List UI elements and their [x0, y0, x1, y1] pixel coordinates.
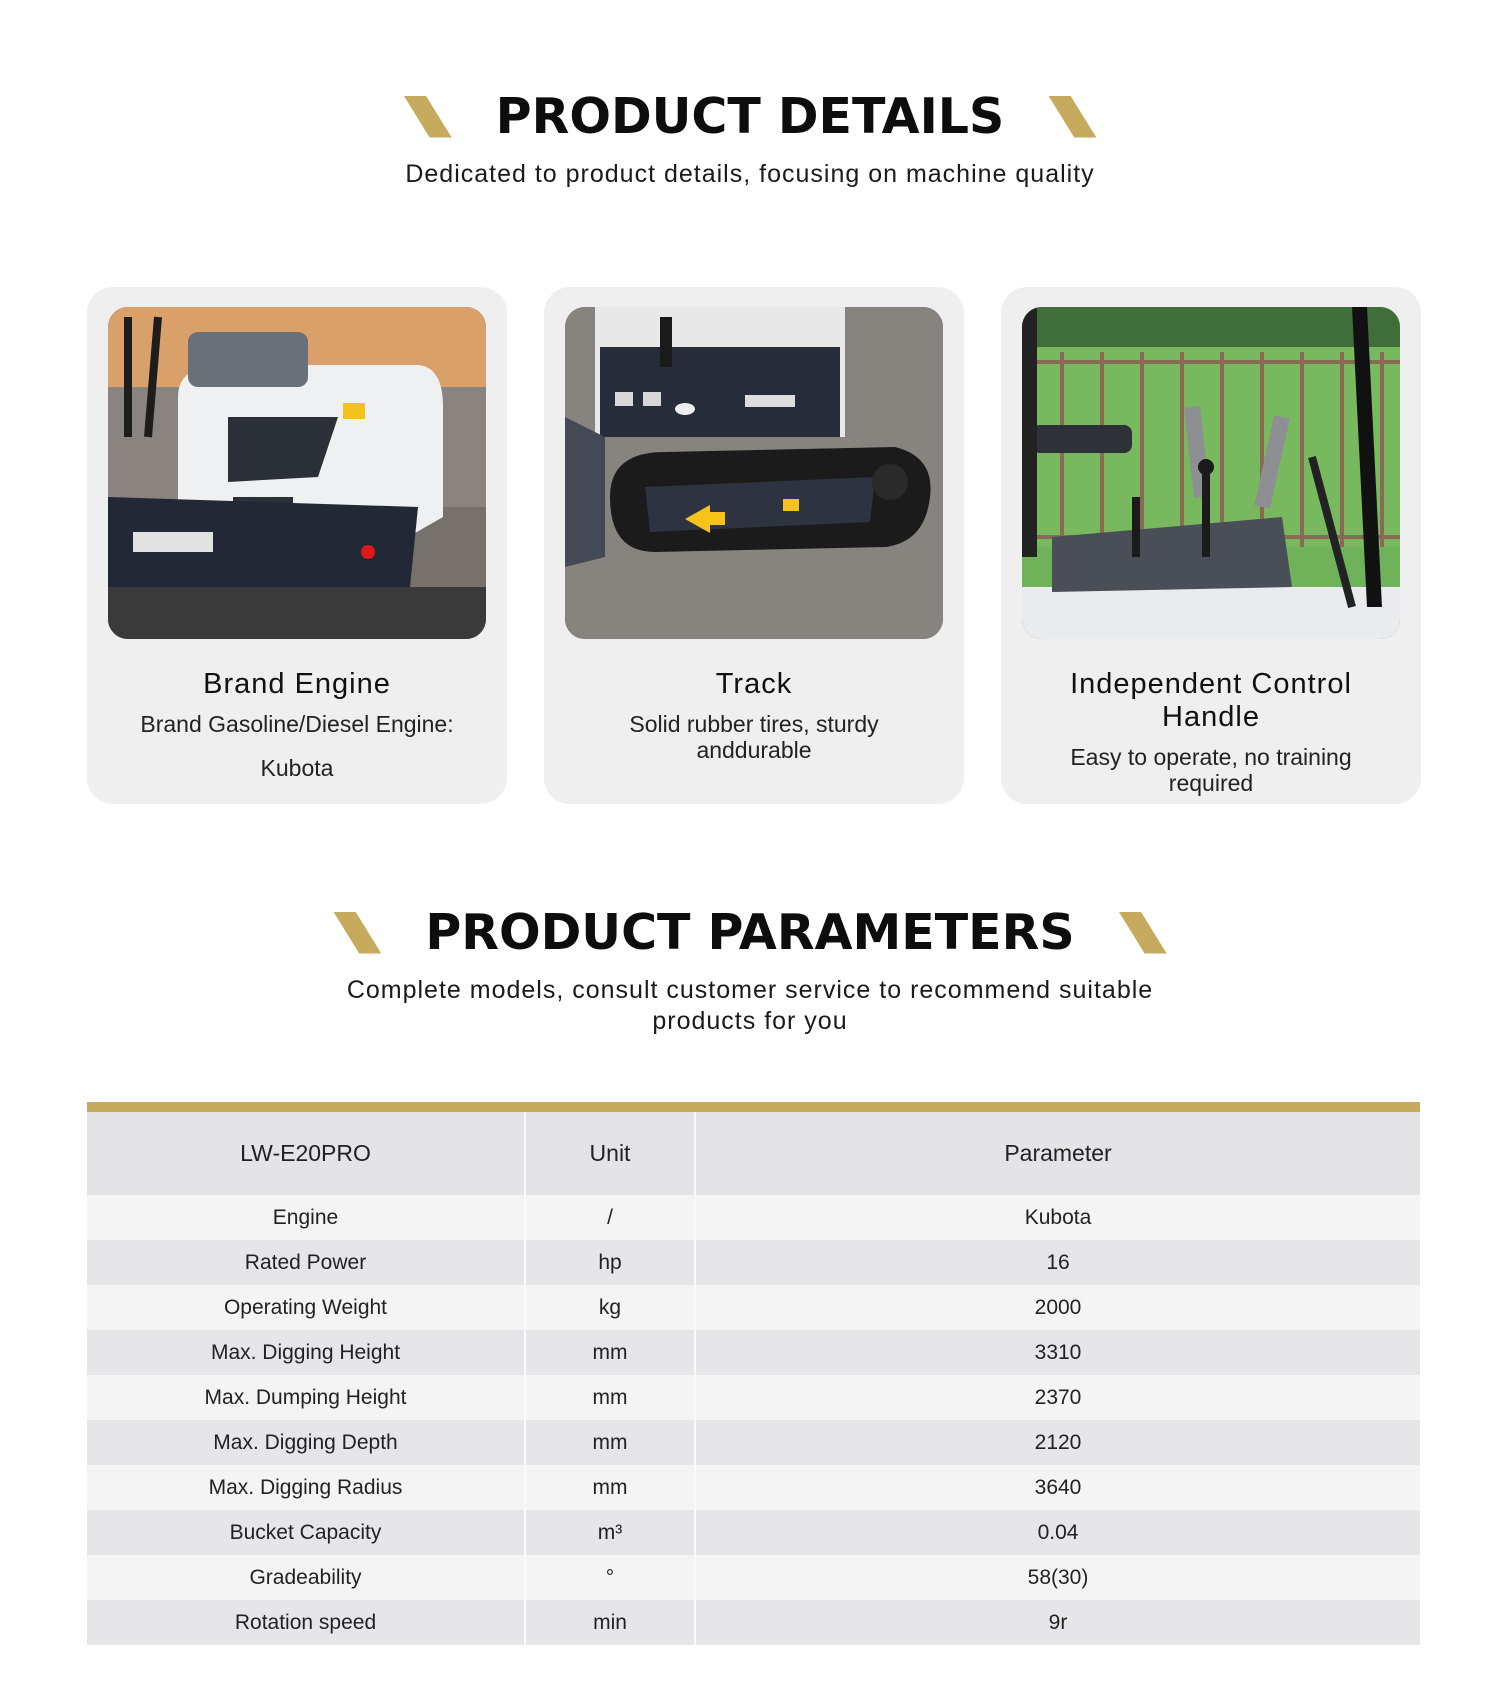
row-label: Max. Digging Height — [87, 1330, 525, 1375]
parameters-subtitle — [0, 975, 1500, 1037]
table-row — [87, 1600, 1420, 1645]
right-slash-decoration — [1048, 96, 1096, 138]
left-slash-decoration — [404, 96, 452, 138]
table-accent-bar — [87, 1102, 1420, 1112]
card-control-handle — [1001, 287, 1421, 804]
row-value: 2120 — [695, 1420, 1420, 1465]
row-label: Max. Dumping Height — [87, 1375, 525, 1420]
row-value: 3310 — [695, 1330, 1420, 1375]
row-label: Gradeability — [87, 1555, 525, 1600]
row-label: Operating Weight — [87, 1285, 525, 1330]
parameters-subtitle-line-2: products for you — [652, 1007, 848, 1035]
row-value: 2370 — [695, 1375, 1420, 1420]
table-row — [87, 1420, 1420, 1465]
parameters-subtitle-line-1: Complete models, consult customer service to recommend suitable — [346, 976, 1154, 1004]
row-value: 3640 — [695, 1465, 1420, 1510]
row-label: Max. Digging Radius — [87, 1465, 525, 1510]
row-unit: mm — [525, 1420, 695, 1465]
right-slash-decoration — [1119, 912, 1167, 954]
row-label: Bucket Capacity — [87, 1510, 525, 1555]
row-value: Kubota — [695, 1195, 1420, 1240]
row-unit: ° — [525, 1555, 695, 1600]
details-header — [0, 88, 1500, 190]
row-value: 58(30) — [695, 1555, 1420, 1600]
card-brand-engine — [87, 287, 507, 804]
row-label: Max. Digging Depth — [87, 1420, 525, 1465]
row-label: Rated Power — [87, 1240, 525, 1285]
details-title: PRODUCT DETAILS — [495, 88, 1005, 145]
parameters-header — [0, 904, 1500, 1037]
row-label: Engine — [87, 1195, 525, 1240]
table-row — [87, 1375, 1420, 1420]
card-title: Independent Control Handle — [1070, 668, 1352, 733]
table-header-row — [87, 1112, 1420, 1195]
detail-cards — [87, 287, 1421, 804]
table-row — [87, 1510, 1420, 1555]
column-header-model: LW-E20PRO — [87, 1112, 525, 1195]
table-row — [87, 1285, 1420, 1330]
row-label: Rotation speed — [87, 1600, 525, 1645]
parameters-table — [87, 1102, 1420, 1645]
table-row — [87, 1555, 1420, 1600]
card-description-engine-brand: Kubota — [260, 755, 334, 781]
row-unit: mm — [525, 1375, 695, 1420]
row-value: 9r — [695, 1600, 1420, 1645]
card-track — [544, 287, 964, 804]
column-header-unit: Unit — [525, 1112, 695, 1195]
column-header-parameter: Parameter — [695, 1112, 1420, 1195]
row-value: 16 — [695, 1240, 1420, 1285]
row-unit: mm — [525, 1465, 695, 1510]
engine-photo — [108, 307, 486, 639]
card-title: Track — [715, 668, 793, 700]
parameters-title: PRODUCT PARAMETERS — [425, 904, 1075, 961]
control-handle-photo — [1022, 307, 1400, 639]
table-row — [87, 1195, 1420, 1240]
track-photo — [565, 307, 943, 639]
row-unit: m³ — [525, 1510, 695, 1555]
row-unit: min — [525, 1600, 695, 1645]
row-unit: kg — [525, 1285, 695, 1330]
card-title: Brand Engine — [203, 668, 391, 700]
row-value: 0.04 — [695, 1510, 1420, 1555]
card-description: Solid rubber tires, sturdy anddurable — [629, 711, 879, 763]
card-description: Brand Gasoline/Diesel Engine: — [140, 711, 454, 737]
table-row — [87, 1240, 1420, 1285]
table-row — [87, 1465, 1420, 1510]
details-subtitle: Dedicated to product details, focusing on machine quality — [405, 160, 1095, 188]
row-unit: mm — [525, 1330, 695, 1375]
row-value: 2000 — [695, 1285, 1420, 1330]
left-slash-decoration — [333, 912, 381, 954]
table-row — [87, 1330, 1420, 1375]
card-description: Easy to operate, no training required — [1070, 744, 1352, 796]
row-unit: hp — [525, 1240, 695, 1285]
row-unit: / — [525, 1195, 695, 1240]
